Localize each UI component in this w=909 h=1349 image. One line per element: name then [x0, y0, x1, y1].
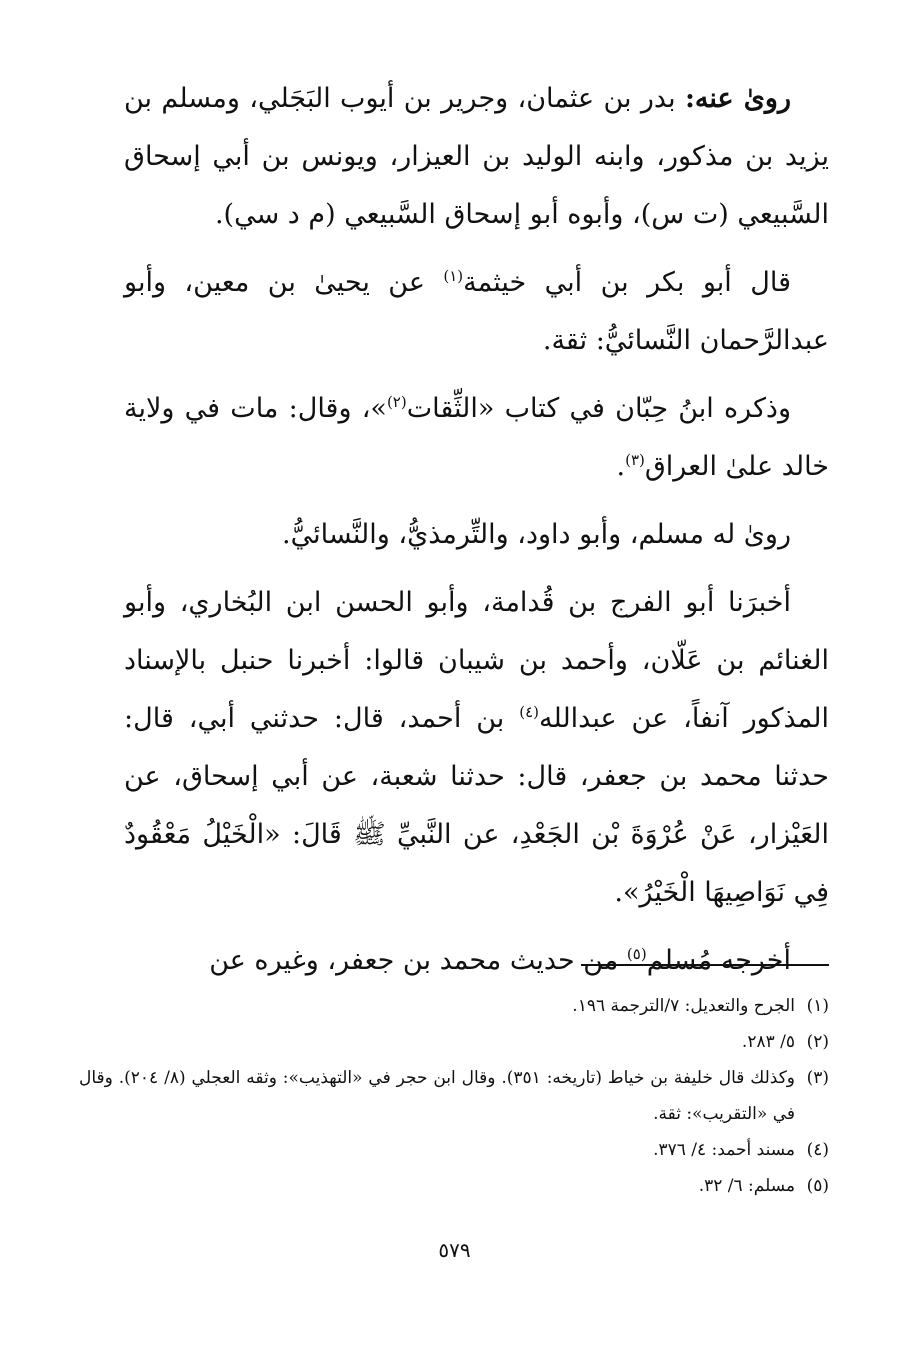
footnote-ref-2[interactable]: (٢) [386, 393, 407, 411]
footnotes [79, 988, 829, 1204]
grading-text-a: قال أبو بكر بن أبي خيثمة [463, 267, 791, 298]
footnote-number: (١) [806, 996, 829, 1016]
footnote-text: الجرح والتعديل: ٧/الترجمة ١٩٦. [572, 996, 795, 1016]
narrators-lead: روىٰ عنه: [684, 83, 791, 114]
narrators-text: بدر بن عثمان، وجرير بن أيوب البَجَلي، ومسلم بن يزيد بن مذكور، وابنه الوليد بن العيزار، ويونس بن أبي إسحاق السَّبيعي (ت س)، وأبوه أبو إسحاق السَّبيعي (م د سي). [124, 83, 829, 230]
footnote-ref-3[interactable]: (٣) [625, 451, 645, 469]
footnote-text: مسند أحمد: ٤/ ٣٧٦. [653, 1140, 795, 1160]
takhrij-text-b: من حديث محمد بن جعفر، وغيره عن [209, 945, 627, 976]
footnote-divider [581, 964, 829, 966]
page-number: ٥٧٩ [438, 1238, 471, 1262]
footnote-ref-1[interactable]: (١) [443, 267, 464, 285]
paragraph-isnad [124, 574, 829, 922]
isnad-text-a: أخبرَنا أبو الفرج بن قُدامة، وأبو الحسن ابن البُخاري، وأبو الغنائم بن عَلّان، وأحمد بن شيبان قالوا: أخبرنا حنبل بالإسناد المذكور آنفاً، عن عبدالله [124, 587, 829, 734]
footnote-number: (٤) [806, 1140, 829, 1160]
grading-text-b: عن يحيىٰ بن معين، وأبو عبدالرَّحمان النَّسائيُّ: ثقة. [124, 267, 829, 356]
footnote-text: مسلم: ٦/ ٣٢. [698, 1176, 795, 1196]
ibn-hibban-text-a: وذكره ابنُ حِبّان في كتاب «الثِّقات [406, 393, 791, 424]
footnote [79, 988, 829, 1024]
footnote-ref-4[interactable]: (٤) [519, 703, 540, 721]
footnote-text: ٥/ ٢٨٣. [741, 1032, 795, 1052]
footnote [79, 1060, 829, 1132]
footnote-number: (٥) [806, 1176, 829, 1196]
takhrij-text-a: أخرجه مُسلم [646, 945, 791, 976]
footnote-text: وكذلك قال خليفة بن خياط (تاريخه: ٣٥١). وقال ابن حجر في «التهذيب»: وثقه العجلي (٨/ ٢٠٤). وقال في «التقريب»: ثقة. [79, 1068, 795, 1124]
paragraph-grading [124, 254, 829, 370]
main-text [124, 70, 829, 1000]
ibn-hibban-text-c: . [616, 451, 626, 482]
paragraph-takhrij [124, 932, 829, 990]
footnote [79, 1024, 829, 1060]
paragraph-narrated-by: روىٰ له مسلم، وأبو داود، والتِّرمذيُّ، والنَّسائيُّ. [281, 519, 791, 550]
footnote-number: (٢) [806, 1032, 829, 1052]
isnad-text-b: بن أحمد، قال: حدثني أبي، قال: حدثنا محمد بن جعفر، قال: حدثنا شعبة، عن أبي إسحاق، عن العَيْزار، عَنْ عُرْوَةَ بْن الجَعْدِ، عن النَّبيِّ ﷺ قَالَ: «الْخَيْلُ مَعْقُودٌ فِي نَوَاصِيهَا الْخَيْرُ». [124, 703, 829, 908]
footnote-number: (٣) [806, 1068, 829, 1088]
footnote [79, 1168, 829, 1204]
footnote [79, 1132, 829, 1168]
footnote-ref-5[interactable]: (٥) [626, 945, 647, 963]
paragraph-ibn-hibban [124, 380, 829, 496]
paragraph-narrators [124, 70, 829, 244]
ibn-hibban-text-b: »، وقال: مات في ولاية خالد علىٰ العراق [124, 393, 829, 482]
